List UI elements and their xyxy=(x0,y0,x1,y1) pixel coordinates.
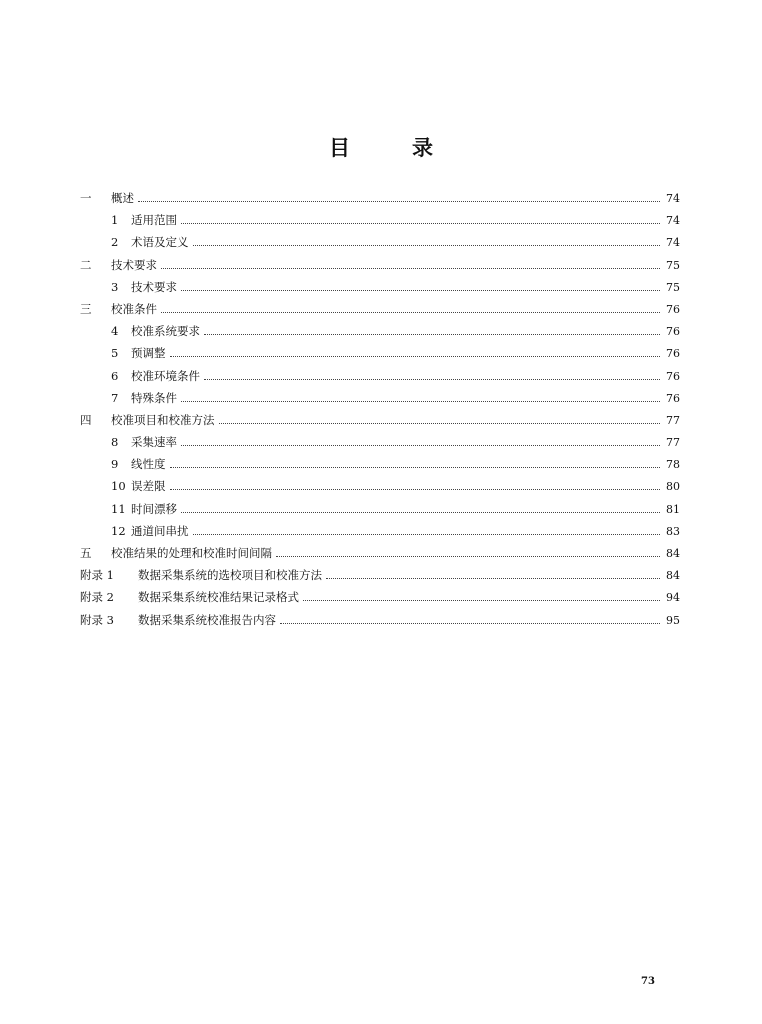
toc-entry-label: 数据采集系统的选校项目和校准方法 xyxy=(138,568,322,583)
toc-entry-heading xyxy=(80,478,166,494)
toc-entry-heading xyxy=(80,234,189,250)
toc-dot-leader xyxy=(204,334,660,335)
toc-dot-leader xyxy=(204,379,660,380)
toc-entry[interactable] xyxy=(80,478,680,500)
toc-dot-leader xyxy=(181,223,660,224)
toc-entry-heading xyxy=(80,345,166,361)
toc-entry-heading xyxy=(80,545,272,561)
toc-entry-number: 8 xyxy=(111,435,119,450)
toc-entry-page: 76 xyxy=(666,347,680,361)
toc-entry-page: 76 xyxy=(666,325,680,339)
toc-dot-leader xyxy=(280,623,660,624)
toc-entry-number: 7 xyxy=(111,390,119,405)
toc-entry-heading xyxy=(80,323,200,339)
toc-entry-label: 校准项目和校准方法 xyxy=(111,412,215,427)
toc-entry-label: 数据采集系统校准结果记录格式 xyxy=(138,590,299,605)
toc-entry-number: 5 xyxy=(111,346,119,361)
toc-entry[interactable] xyxy=(80,567,680,589)
toc-dot-leader xyxy=(181,445,660,446)
toc-entry[interactable] xyxy=(80,501,680,523)
toc-entry-label: 校准条件 xyxy=(111,301,157,316)
toc-entry-label: 校准系统要求 xyxy=(131,324,200,339)
toc-entry-heading xyxy=(80,567,322,583)
toc-entry-heading xyxy=(80,279,177,295)
toc-entry-number: 五 xyxy=(80,546,92,560)
toc-entry-page: 77 xyxy=(666,436,680,450)
toc-entry-number: 附录 1 xyxy=(80,568,114,583)
page-title xyxy=(0,132,762,162)
toc-entry[interactable] xyxy=(80,523,680,545)
toc-entry-label: 预调整 xyxy=(131,346,166,361)
toc-entry-number: 二 xyxy=(80,257,92,272)
toc-dot-leader xyxy=(181,401,660,402)
toc-dot-leader xyxy=(193,245,661,246)
toc-dot-leader xyxy=(181,290,660,291)
toc-entry-number: 3 xyxy=(111,279,119,294)
toc-entry-page: 76 xyxy=(666,302,680,316)
toc-entry[interactable] xyxy=(80,589,680,611)
toc-dot-leader xyxy=(161,312,660,313)
toc-entry-label: 概述 xyxy=(111,191,134,205)
toc-entry-label: 采集速率 xyxy=(131,435,177,450)
toc-dot-leader xyxy=(161,268,660,269)
title-char-right: 录 xyxy=(412,136,433,160)
toc-entry-number: 4 xyxy=(111,324,119,339)
toc-entry[interactable] xyxy=(80,279,680,301)
toc-entry-page: 94 xyxy=(666,591,680,605)
toc-entry-page: 76 xyxy=(666,391,680,405)
page-number: 73 xyxy=(641,976,655,987)
toc-entry[interactable] xyxy=(80,434,680,456)
toc-entry-label: 校准结果的处理和校准时间间隔 xyxy=(111,546,272,560)
toc-entry[interactable] xyxy=(80,234,680,256)
toc-entry-heading xyxy=(80,257,157,273)
toc-entry-page: 78 xyxy=(666,458,680,472)
toc-entry-number: 附录 2 xyxy=(80,590,114,605)
toc-entry-heading xyxy=(80,412,215,428)
toc-entry-heading xyxy=(80,390,177,406)
toc-entry-number: 10 xyxy=(111,479,126,494)
toc-entry-page: 74 xyxy=(666,192,680,205)
toc-entry-number: 附录 3 xyxy=(80,612,114,627)
toc-entry-number: 12 xyxy=(111,523,126,538)
toc-entry-page: 74 xyxy=(666,236,680,250)
toc-entry-heading xyxy=(80,301,157,317)
toc-entry-page: 76 xyxy=(666,369,680,383)
toc-entry[interactable] xyxy=(80,545,680,567)
toc-entry-heading xyxy=(80,212,177,228)
toc-entry-label: 技术要求 xyxy=(131,279,177,294)
toc-entry-label: 数据采集系统校准报告内容 xyxy=(138,612,276,627)
toc-entry-heading xyxy=(80,190,134,206)
toc-entry-label: 特殊条件 xyxy=(131,390,177,405)
toc-entry-page: 77 xyxy=(666,413,680,427)
toc-entry-number: 6 xyxy=(111,368,119,383)
toc-entry-label: 术语及定义 xyxy=(131,235,189,250)
toc-dot-leader xyxy=(303,600,660,601)
toc-entry[interactable] xyxy=(80,323,680,345)
toc-entry-page: 74 xyxy=(666,214,680,228)
toc-entry-number: 1 xyxy=(111,213,119,228)
toc-entry-page: 81 xyxy=(666,502,680,516)
toc-entry-heading xyxy=(80,456,166,472)
toc-dot-leader xyxy=(170,489,661,490)
table-of-contents xyxy=(80,190,680,634)
toc-entry[interactable] xyxy=(80,212,680,234)
toc-dot-leader xyxy=(170,467,661,468)
toc-entry-number: 2 xyxy=(111,235,119,250)
toc-entry-page: 84 xyxy=(666,569,680,583)
toc-entry-label: 时间漂移 xyxy=(131,501,177,516)
toc-entry-label: 适用范围 xyxy=(131,213,177,228)
toc-entry[interactable] xyxy=(80,368,680,390)
toc-entry-number: 9 xyxy=(111,457,119,472)
toc-entry-number: 三 xyxy=(80,301,92,316)
toc-dot-leader xyxy=(219,423,661,424)
toc-entry-label: 技术要求 xyxy=(111,257,157,272)
toc-entry[interactable] xyxy=(80,456,680,478)
toc-dot-leader xyxy=(193,534,661,535)
toc-entry-number: 四 xyxy=(80,412,92,427)
toc-entry-heading xyxy=(80,434,177,450)
toc-dot-leader xyxy=(170,356,661,357)
toc-entry-label: 校准环境条件 xyxy=(131,368,200,383)
toc-entry-page: 83 xyxy=(666,524,680,538)
toc-entry[interactable] xyxy=(80,612,680,634)
toc-entry[interactable] xyxy=(80,301,680,323)
toc-entry[interactable] xyxy=(80,257,680,279)
toc-dot-leader xyxy=(326,578,660,579)
toc-entry-number: 一 xyxy=(80,191,92,205)
toc-entry-heading xyxy=(80,501,177,517)
toc-entry-page: 84 xyxy=(666,547,680,560)
toc-dot-leader xyxy=(138,201,660,202)
toc-entry-label: 通道间串扰 xyxy=(131,523,189,538)
toc-entry-page: 75 xyxy=(666,258,680,272)
toc-entry-heading xyxy=(80,612,276,628)
toc-dot-leader xyxy=(181,512,660,513)
toc-entry[interactable] xyxy=(80,390,680,412)
toc-entry-page: 95 xyxy=(666,613,680,627)
toc-dot-leader xyxy=(276,556,660,557)
toc-entry-heading xyxy=(80,368,200,384)
toc-entry[interactable] xyxy=(80,190,680,212)
toc-entry-label: 误差限 xyxy=(131,479,166,494)
toc-entry-page: 75 xyxy=(666,280,680,294)
toc-entry-label: 线性度 xyxy=(131,457,166,472)
title-char-left: 目 xyxy=(329,136,350,160)
toc-entry-page: 80 xyxy=(666,480,680,494)
toc-entry-heading xyxy=(80,523,189,539)
toc-entry[interactable] xyxy=(80,345,680,367)
toc-entry-number: 11 xyxy=(111,501,126,516)
toc-entry[interactable] xyxy=(80,412,680,434)
toc-entry-heading xyxy=(80,589,299,605)
